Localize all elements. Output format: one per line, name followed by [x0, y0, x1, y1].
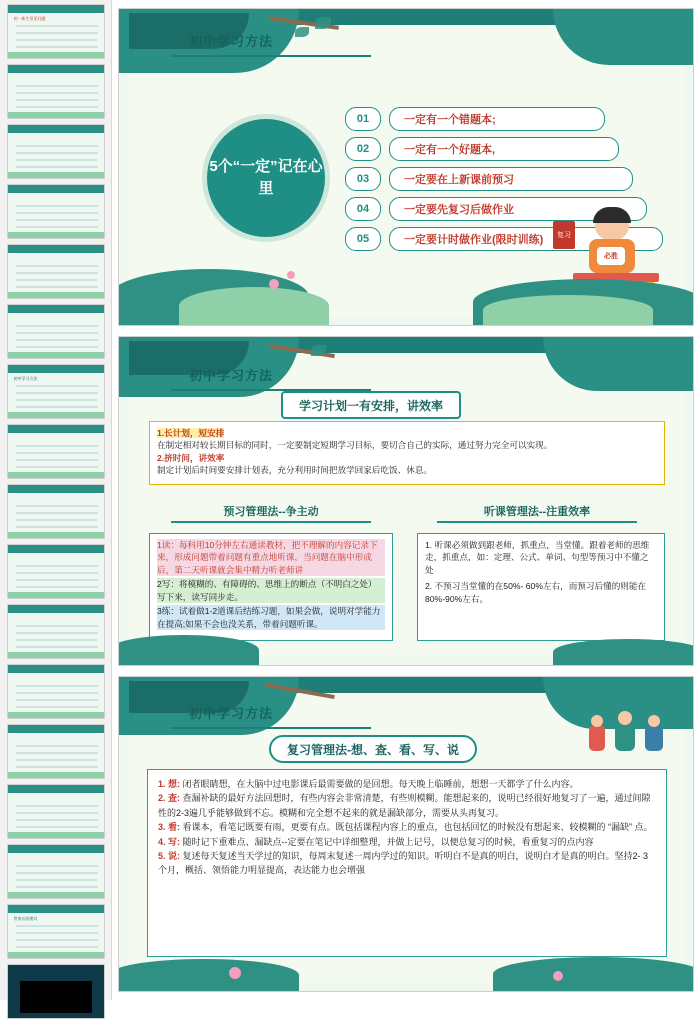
review-method-box — [147, 769, 667, 957]
thumbnail-content-line — [16, 586, 98, 588]
thumbnail-content-line — [16, 766, 98, 768]
item-number: 05 — [345, 227, 381, 251]
thumbnail-footer-band — [8, 412, 104, 418]
thumbnail-content-line — [16, 759, 98, 761]
thumbnail-content-line — [16, 939, 98, 941]
slide-panel-3[interactable] — [118, 676, 694, 992]
hill-decor — [118, 959, 299, 991]
subsection-header-left: 预习管理法--争主动 — [171, 503, 371, 523]
thumbnail-content-line — [16, 445, 98, 447]
list-item[interactable] — [345, 167, 633, 191]
thumbnail-footer-band — [8, 292, 104, 298]
hill-decor — [179, 287, 329, 325]
flower-decor — [553, 971, 563, 981]
thumbnail-content-line — [16, 385, 98, 387]
thumbnail-content-line — [16, 452, 98, 454]
thumbnail-content-line — [16, 265, 98, 267]
thumbnail-content-line — [16, 925, 98, 927]
thumbnail-content-line — [16, 932, 98, 934]
thumbnail-content-line — [16, 886, 98, 888]
thumbnail-content-line — [16, 406, 98, 408]
slide-thumbnail-1[interactable] — [7, 4, 105, 59]
review-key-4: 4. 写: — [158, 836, 181, 847]
thumbnail-band — [8, 785, 104, 793]
thumbnail-content-line — [16, 106, 98, 108]
hill-decor — [493, 957, 694, 991]
thumbnail-footer-band — [8, 772, 104, 778]
thumbnail-content-line — [16, 279, 98, 281]
slide-panel-2[interactable] — [118, 336, 694, 666]
thumbnail-band — [8, 305, 104, 313]
hill-decor — [118, 635, 259, 665]
thumbnail-content-line — [16, 346, 98, 348]
item-text: 一定要在上新课前预习 — [389, 167, 633, 191]
thumbnail-content-line — [16, 286, 98, 288]
thumbnail-footer-band — [8, 832, 104, 838]
review-line — [158, 820, 656, 834]
thumbnail-footer-band — [8, 112, 104, 118]
slide-title-3: 初中学习方法 — [189, 706, 274, 721]
thumbnail-content-line — [16, 699, 98, 701]
slide-thumbnail-14[interactable] — [7, 784, 105, 839]
listening-line-2: 2. 不预习当堂懂的在50%- 60%左右，而预习后懂的则能在80%-90%左右。 — [425, 581, 647, 604]
hill-decor — [553, 639, 694, 665]
slide-thumbnail-4[interactable] — [7, 184, 105, 239]
thumbnail-content-line — [16, 572, 98, 574]
thumbnail-content-line — [16, 812, 98, 814]
review-line — [158, 835, 656, 849]
review-text-2: 查漏补缺的最好方法回想时，有些内容会非常清楚，有些则模糊。能想起来的，说明已经很好地复习了一遍，通过间隙性的2-3遍几乎能够做到不忘。模糊和完全想不起来的就是漏缺部分，需要从头再复习。 — [158, 793, 651, 818]
section-header-3: 复习管理法-想、查、看、写、说 — [269, 735, 477, 763]
thumbnail-band — [8, 65, 104, 73]
slide-thumbnail-11[interactable] — [7, 604, 105, 659]
teacher-head — [648, 715, 660, 727]
item-text: 一定有一个好题本, — [389, 137, 619, 161]
thumbnail-footer-band — [8, 352, 104, 358]
thumbnail-footer-band — [8, 952, 104, 958]
thumbnail-band — [8, 485, 104, 493]
thumbnail-footer-band — [8, 52, 104, 58]
subsection-header-right: 听课管理法--注重效率 — [437, 503, 637, 523]
thumbnail-content-line — [16, 625, 98, 627]
thumbnail-content-line — [16, 39, 98, 41]
thumbnail-content-line — [16, 145, 98, 147]
thumbnail-band — [8, 125, 104, 133]
thumbnail-footer-band — [8, 172, 104, 178]
item-number: 01 — [345, 107, 381, 131]
thumbnail-content-line — [16, 805, 98, 807]
thumbnail-band — [8, 725, 104, 733]
thumbnail-content-line — [16, 99, 98, 101]
review-text-5: 复述每天复述当天学过的知识，每周末复述一周内学过的知识。听明白不是真的明白，说明白才是真的明白。坚持2- 3个月，概括、领悟能力明显提高，表达能力也会增强 — [158, 850, 649, 876]
list-item[interactable] — [345, 107, 605, 131]
item-text: 一定要计时做作业(限时训练) — [389, 227, 663, 251]
thumbnail-content-line — [16, 745, 98, 747]
review-key-1: 1. 想: — [158, 779, 181, 789]
review-text-4: 随时记下重难点、漏缺点--定要在笔记中详细整理，并做上记号，以便总复习的时候，看重复习的点内容 — [182, 836, 594, 847]
thumbnail-band — [8, 905, 104, 913]
slide-thumbnail-8[interactable] — [7, 424, 105, 479]
plan-key-1: 1.长计划，短安排 — [157, 428, 225, 438]
plan-key-2: 2.挤时间，讲效率 — [157, 452, 225, 463]
thumbnail-content-line — [16, 692, 98, 694]
listening-method-box — [417, 533, 665, 641]
section-header-2: 学习计划一有安排，讲效率 — [281, 391, 461, 419]
boy-hair — [593, 207, 631, 223]
thumbnail-content-line — [16, 466, 98, 468]
family-illustration — [585, 711, 675, 755]
thumbnail-content-line — [16, 32, 98, 34]
thumbnail-footer-band — [8, 472, 104, 478]
plan-text-1: 在制定相对较长期目标的同时，一定要制定短期学习目标，要切合自己的实际，通过努力完全可以实现。 — [157, 440, 553, 451]
slide-panel-1[interactable] — [118, 8, 694, 326]
thumbnail-content-line — [16, 946, 98, 948]
thumbnail-content-line — [16, 459, 98, 461]
thumbnail-video-area — [20, 981, 92, 1013]
list-item[interactable] — [345, 137, 619, 161]
slide-thumbnail-rail[interactable] — [0, 0, 112, 1000]
thumbnail-content-line — [16, 879, 98, 881]
thumbnail-content-line — [16, 219, 98, 221]
thumbnail-band — [8, 665, 104, 673]
slide-thumbnail-9[interactable] — [7, 484, 105, 539]
listening-line-1: 1. 听课必须做到跟老师，抓重点，当堂懂。跟着老师的思维走，抓重点，如：定理、公式、单词、句型等预习中不懂之处 — [425, 540, 650, 575]
book-cover: 复习 — [553, 221, 575, 249]
slide-title-1: 初中学习方法 — [189, 34, 274, 49]
thumbnail-band — [8, 5, 104, 13]
teacher-figure — [645, 725, 663, 751]
review-line — [158, 777, 656, 791]
slide-thumbnail-2[interactable] — [7, 64, 105, 119]
thumbnail-content-line — [16, 819, 98, 821]
child-head — [591, 715, 603, 727]
slide-thumbnail-10[interactable] — [7, 544, 105, 599]
leaf-decor — [311, 345, 326, 356]
item-number: 04 — [345, 197, 381, 221]
slide-thumbnail-3[interactable] — [7, 124, 105, 179]
thumbnail-title: 初中学习方法 — [13, 376, 38, 381]
review-line — [158, 849, 656, 878]
item-text: 一定有一个错题本; — [389, 107, 605, 131]
thumbnail-content-line — [16, 865, 98, 867]
thumbnail-band — [8, 845, 104, 853]
thumbnail-content-line — [16, 526, 98, 528]
thumbnail-content-line — [16, 632, 98, 634]
hill-decor — [483, 295, 653, 325]
preview-line-2: 2写：将模糊的、有障碍的、思维上的断点（不明白之处）写下来，读写同步走。 — [157, 578, 385, 603]
preview-line-3: 3练：试着做1-2道课后结练习题，如果会做，说明对学能力在提高;如果不会也没关系，带着问题听课。 — [157, 605, 385, 630]
thumbnail-content-line — [16, 205, 98, 207]
child-figure — [589, 725, 605, 751]
key-concept-circle — [207, 119, 325, 237]
thumbnail-content-line — [16, 166, 98, 168]
thumbnail-content-line — [16, 826, 98, 828]
thumbnail-footer-band — [8, 232, 104, 238]
parent-head — [618, 711, 632, 725]
plan-text-2: 制定计划后时间要安排计划表，充分利用时间把放学回家后吃饭、休息。 — [157, 465, 433, 476]
plan-box — [149, 421, 665, 485]
thumbnail-content-line — [16, 212, 98, 214]
circle-label: 5个“一定”记在心里 — [209, 158, 323, 197]
thumbnail-content-line — [16, 25, 98, 27]
thumbnail-content-line — [16, 272, 98, 274]
thumbnail-content-line — [16, 872, 98, 874]
thumbnail-content-line — [16, 706, 98, 708]
thumbnail-content-line — [16, 685, 98, 687]
leaf-decor — [315, 17, 331, 29]
slide-title-2: 初中学习方法 — [189, 368, 274, 383]
review-key-2: 2. 查: — [158, 793, 181, 804]
thumbnail-band — [8, 425, 104, 433]
thumbnail-band — [8, 185, 104, 193]
thumbnail-content-line — [16, 332, 98, 334]
thumbnail-band — [8, 365, 104, 373]
slide-thumbnail-15[interactable] — [7, 844, 105, 899]
thumbnail-band — [8, 245, 104, 253]
review-line — [158, 791, 656, 820]
flower-decor — [229, 967, 241, 979]
thumbnail-content-line — [16, 752, 98, 754]
thumbnail-title: 给家长的建议 — [13, 916, 38, 921]
slide-thumbnail-7[interactable] — [7, 364, 105, 419]
thumbnail-footer-band — [8, 592, 104, 598]
thumbnail-content-line — [16, 399, 98, 401]
thumbnail-content-line — [16, 565, 98, 567]
parent-figure — [615, 721, 635, 751]
slide-thumbnail-6[interactable] — [7, 304, 105, 359]
thumbnail-footer-band — [8, 532, 104, 538]
thumbnail-band — [8, 605, 104, 613]
review-text-1: 闭者眼睛想，在大脑中过电影课后最需要做的是回想。每天晚上临睡前，想想一天都学了什么内容。 — [182, 779, 579, 789]
thumbnail-content-line — [16, 519, 98, 521]
preview-method-box — [149, 533, 393, 641]
thumbnail-content-line — [16, 646, 98, 648]
thumbnail-content-line — [16, 339, 98, 341]
preview-line-1: 1读：每科用10分钟左右通读教材，把不理解的内容记录下来，形成问题带着问题有重点地听课，当问题在脑中形成后，第二天听课就会集中精力听老师讲 — [157, 539, 385, 576]
slide-thumbnail-5[interactable] — [7, 244, 105, 299]
flower-decor — [269, 279, 279, 289]
boy-badge: 必胜 — [597, 247, 625, 265]
item-text: 一定要先复习后做作业 — [389, 197, 647, 221]
thumbnail-content-line — [16, 152, 98, 154]
thumbnail-content-line — [16, 226, 98, 228]
slide-thumbnail-12[interactable] — [7, 664, 105, 719]
thumbnail-content-line — [16, 325, 98, 327]
thumbnail-content-line — [16, 639, 98, 641]
thumbnail-footer-band — [8, 712, 104, 718]
thumbnail-content-line — [16, 579, 98, 581]
thumbnail-footer-band — [8, 652, 104, 658]
thumbnail-content-line — [16, 159, 98, 161]
review-key-3: 3. 看: — [158, 822, 181, 833]
slide-thumbnail-17[interactable] — [7, 964, 105, 1019]
slide-thumbnail-13[interactable] — [7, 724, 105, 779]
item-number: 02 — [345, 137, 381, 161]
review-key-5: 5. 说: — [158, 850, 181, 861]
thumbnail-content-line — [16, 512, 98, 514]
item-number: 03 — [345, 167, 381, 191]
thumbnail-footer-band — [8, 892, 104, 898]
thumbnail-content-line — [16, 392, 98, 394]
thumbnail-content-line — [16, 505, 98, 507]
thumbnail-content-line — [16, 46, 98, 48]
review-text-3: 看课本，看笔记既要有雨，更要有点。既包括课程内容上的重点，也包括回忆的时候没有想起来、较模糊的 “漏缺” 点。 — [182, 822, 653, 833]
thumbnail-band — [8, 545, 104, 553]
slide-thumbnail-16[interactable] — [7, 904, 105, 959]
flower-decor — [287, 271, 295, 279]
thumbnail-content-line — [16, 85, 98, 87]
thumbnail-title: 初一新生常见问题 — [13, 16, 46, 21]
thumbnail-content-line — [16, 92, 98, 94]
